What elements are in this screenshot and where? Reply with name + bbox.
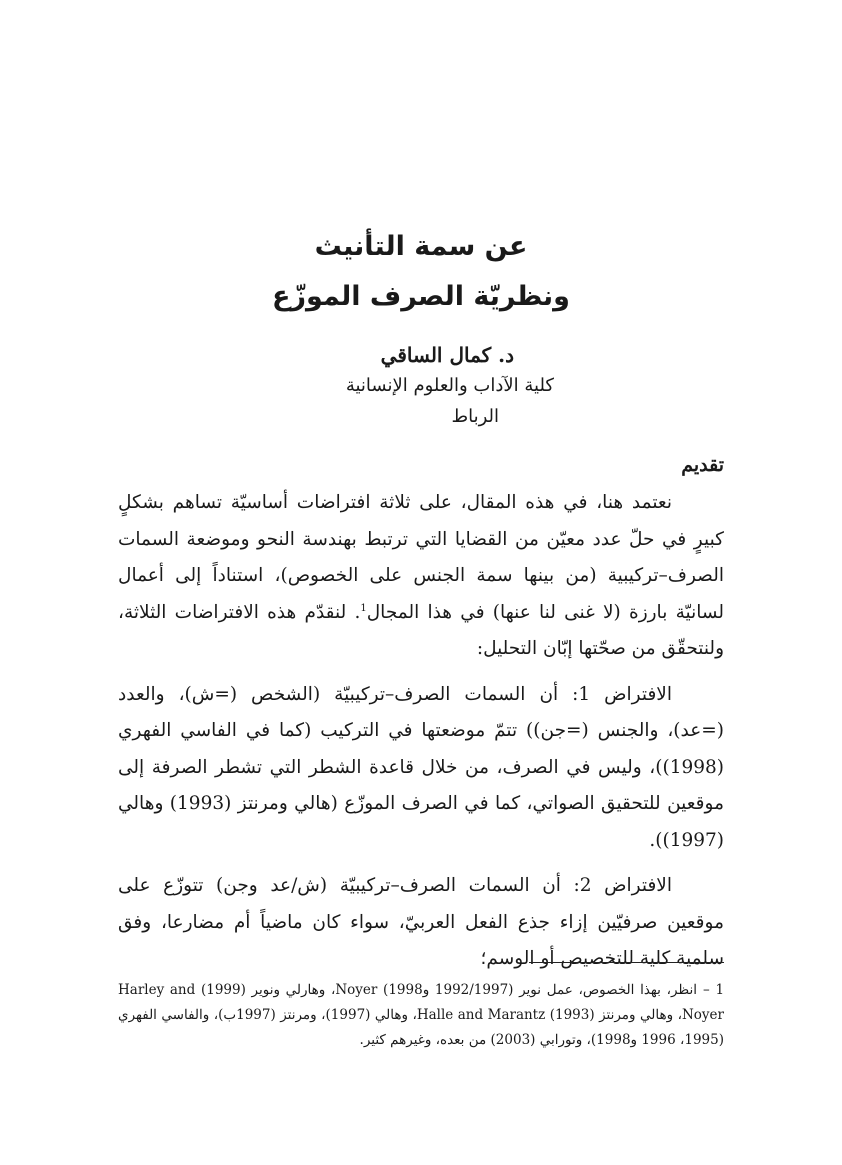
document-page: [118, 0, 724, 1165]
footnote-divider: [529, 962, 724, 963]
author-city: الرباط: [451, 406, 499, 427]
body-text: [118, 485, 724, 987]
paragraph-hypothesis-1: الافتراض 1: أن السمات الصرف–تركيبيّة (الشخص (=ش)، والعدد (=عد)، والجنس (=جن)) تتمّ موضعتها في التركيب (كما في الفاسي الفهري (1998))، وليس في الصرف، من خلال قاعدة الشطر التي تشطر الصرفة إلى موقعين للتحقيق الصواتي، كما في الصرف الموزّع (هالي ومرنتز (1993) وهالي (1997)).: [118, 683, 724, 851]
title-line-2: ونظريّة الصرف الموزّع: [272, 281, 570, 312]
footnote-text: انظر، بهذا الخصوص، عمل نوير (1992/1997 و1998) Noyer، وهارلي ونوير (1999) Harley and Noyer، وهالي ومرنتز (1993) Halle and Marantz، وهالي (1997)، ومرنتز (1997ب)، والفاسي الفهري (1995، 1996 و1998)، وتورابي (2003) من بعده، وغيرهم كثير.: [118, 982, 724, 1048]
paragraph-intro-text: نعتمد هنا، في هذه المقال، على ثلاثة افتراضات أساسيّة تساهم بشكلٍ كبيرٍ في حلّ عدد معيّن من القضايا التي ترتبط بهندسة النحو وموضعة السمات الصرف–تركيبية (من بينها سمة الجنس على الخصوص)، استناداً إلى أعمال لسانيّة بارزة (لا غنى لنا عنها) في هذا المجال: [118, 492, 724, 623]
title-block: [118, 222, 724, 322]
footnote-reference[interactable]: 1: [360, 602, 367, 614]
paragraph-hypothesis-2: الافتراض 2: أن السمات الصرف–تركيبيّة (ش/عد وجن) تتوزّع على موقعين صرفيّين إزاء جذع الفعل العربيّ، سواء كان ماضياً أم مضارعا، وفق سلمية كلية للتخصيص أو الوسم؛: [118, 875, 724, 969]
footnote-number: 1 –: [703, 982, 725, 998]
author-affiliation: كلية الآداب والعلوم الإنسانية: [345, 375, 554, 396]
paragraph-intro-tail: . لنقدّم هذه الافتراضات الثلاثة، ولنتحقّق من صحّتها إبّان التحليل:: [118, 601, 724, 659]
paragraph-intro: [118, 485, 724, 668]
section-heading: تقديم: [681, 454, 724, 476]
author-name: د. كمال الساقي: [380, 343, 514, 367]
title-line-1: عن سمة التأنيث: [314, 231, 528, 262]
author-block: [346, 340, 554, 432]
footnote: [118, 978, 724, 1053]
